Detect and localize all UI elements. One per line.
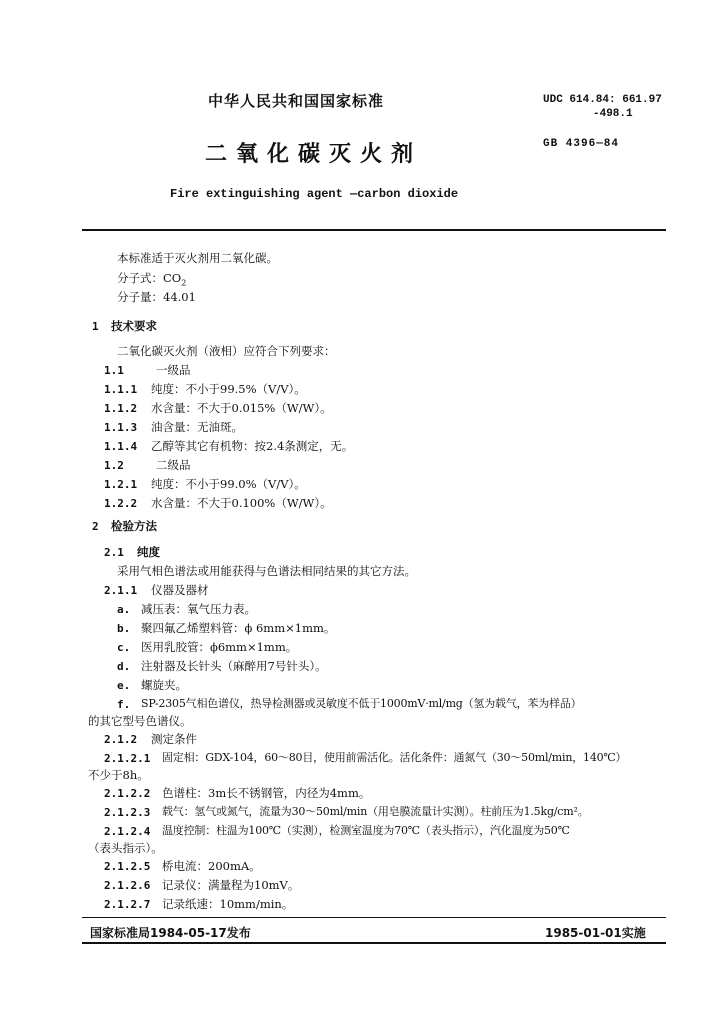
item-text: 水含量：不大于0.100%（W/W）。 (151, 496, 332, 510)
subsection-title: 仪器及器材 (151, 583, 209, 597)
item-number: 1.1 (104, 364, 124, 377)
condition-text: 桥电流：200mA。 (162, 859, 261, 873)
equipment-letter: a. (117, 603, 131, 616)
condition-number: 2.1.2.7 (104, 898, 151, 911)
equipment-item: 螺旋夹。 (141, 678, 187, 692)
subsection-title: 纯度 (137, 545, 160, 559)
item-text: 二级品 (156, 458, 191, 472)
item-number: 1.1.3 (104, 421, 138, 434)
item-text: 乙醇等其它有机物：按2.4条测定，无。 (151, 439, 354, 453)
condition-text: 记录仪：满量程为10mV。 (162, 878, 300, 892)
condition-number: 2.1.2.3 (104, 806, 151, 819)
item-number: 1.1.2 (104, 402, 138, 415)
condition-text: 温度控制：柱温为100℃（实测），检测室温度为70℃（表头指示），汽化温度为50℃ (162, 824, 570, 837)
scope-text: 本标准适于灭火剂用二氧化碳。 (117, 251, 278, 265)
item-number: 1.2.2 (104, 497, 138, 510)
gb-number: GB 4396—84 (543, 138, 620, 150)
equipment-item: 医用乳胶管：ϕ6mm×1mm。 (141, 640, 298, 654)
standard-org-title: 中华人民共和国国家标准 (208, 92, 385, 110)
effective-date: 1985-01-01实施 (545, 926, 646, 940)
method-text: 采用气相色谱法或用能获得与色谱法相同结果的其它方法。 (117, 564, 416, 578)
document-title: 二氧化碳灭火剂 (205, 142, 423, 167)
molecular-weight: 分子量：44.01 (117, 290, 196, 304)
section-1-title: 技术要求 (111, 319, 157, 333)
equipment-item: 注射器及长针头（麻醉用7号针头）。 (141, 659, 327, 673)
equipment-item: 减压表：氧气压力表。 (141, 602, 256, 616)
condition-number: 2.1.2.5 (104, 860, 151, 873)
section-1-number: 1 (92, 320, 99, 333)
item-text: 一级品 (156, 363, 191, 377)
condition-text: 载气：氢气或氮气，流量为30～50ml/min（用皂膜流量计实测）。柱前压为1.5kg/cm²。 (162, 805, 589, 818)
condition-number: 2.1.2.2 (104, 787, 151, 800)
condition-text: 记录纸速：10mm/min。 (162, 897, 294, 911)
subsection-number: 2.1.1 (104, 584, 138, 597)
equipment-item: SP-2305气相色谱仪，热导检测器或灵敏度不低于1000mV·ml/mg（氢为载气，苯为样品） (141, 697, 582, 710)
udc-code: UDC 614.84: 661.97 (543, 94, 662, 106)
condition-number: 2.1.2.1 (104, 752, 151, 765)
equipment-letter: f. (117, 698, 131, 711)
footer-divider-top (82, 917, 666, 918)
footer-divider-bottom (82, 942, 666, 944)
item-number: 1.1.1 (104, 383, 138, 396)
section-2-number: 2 (92, 520, 99, 533)
condition-number: 2.1.2.4 (104, 825, 151, 838)
condition-text-continued: （表头指示）。 (88, 841, 163, 855)
english-title: Fire extinguishing agent —carbon dioxide (170, 187, 459, 201)
equipment-letter: c. (117, 641, 131, 654)
subsection-number: 2.1 (104, 546, 124, 559)
equipment-letter: b. (117, 622, 131, 635)
condition-text-continued: 不少于8h。 (88, 768, 149, 782)
condition-text: 色谱柱：3m长不锈钢管，内径为4mm。 (162, 786, 371, 800)
formula-label: 分子式： (117, 271, 163, 285)
equipment-item-continued: 的其它型号色谱仪。 (88, 714, 192, 728)
condition-text: 固定相：GDX-104，60～80目，使用前需活化。活化条件：通氮气（30～50ml/min，140℃） (162, 751, 627, 764)
formula: CO (163, 271, 182, 285)
header-divider (82, 229, 666, 231)
section-2-title: 检验方法 (111, 519, 157, 533)
section-1-lead: 二氧化碳灭火剂（液相）应符合下列要求： (117, 344, 336, 358)
item-text: 纯度：不小于99.0%（V/V）。 (151, 477, 306, 491)
item-number: 1.2 (104, 459, 124, 472)
udc-code-continued: -498.1 (593, 108, 633, 120)
issue-date: 国家标准局1984-05-17发布 (90, 926, 251, 940)
equipment-item: 聚四氟乙烯塑料管：ϕ 6mm×1mm。 (141, 621, 336, 635)
item-text: 油含量：无油斑。 (151, 420, 243, 434)
formula-subscript: 2 (181, 278, 187, 288)
equipment-letter: d. (117, 660, 131, 673)
item-text: 纯度：不小于99.5%（V/V）。 (151, 382, 306, 396)
subsection-number: 2.1.2 (104, 733, 138, 746)
item-number: 1.2.1 (104, 478, 138, 491)
item-number: 1.1.4 (104, 440, 138, 453)
condition-number: 2.1.2.6 (104, 879, 151, 892)
item-text: 水含量：不大于0.015%（W/W）。 (151, 401, 332, 415)
subsection-title: 测定条件 (151, 732, 197, 746)
equipment-letter: e. (117, 679, 131, 692)
